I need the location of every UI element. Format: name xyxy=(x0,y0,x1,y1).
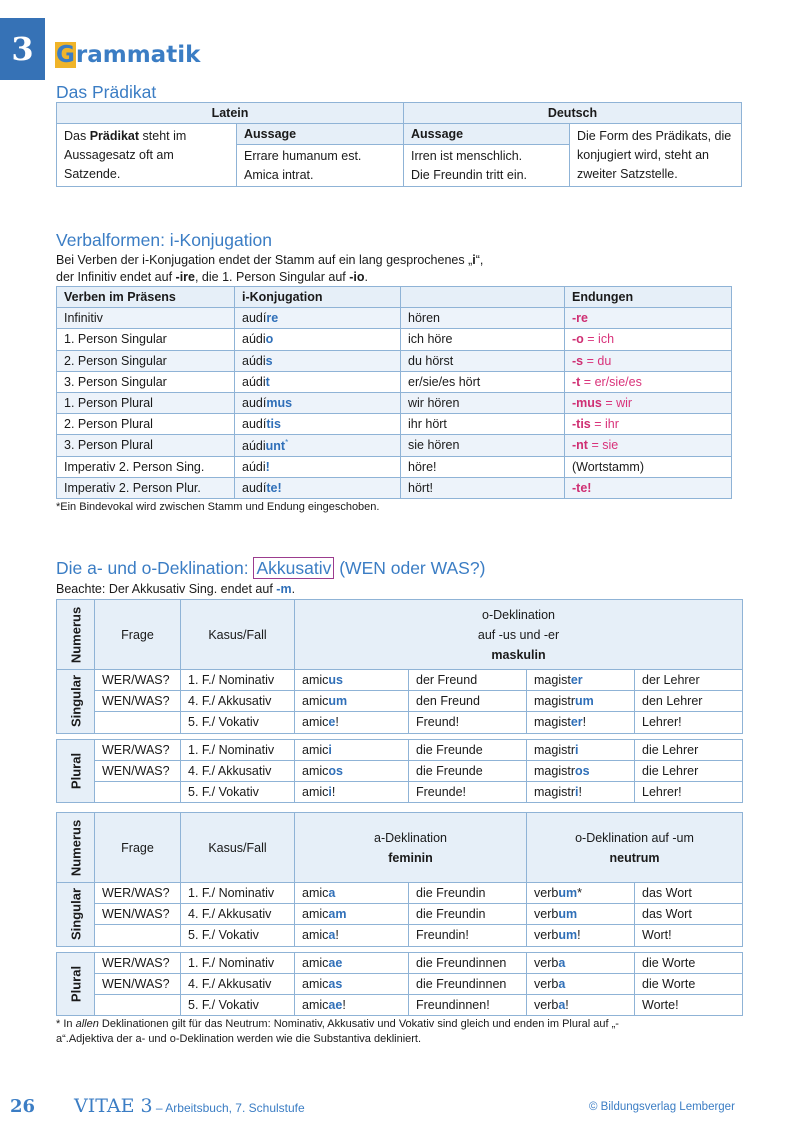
latin-form-b xyxy=(527,670,635,691)
noun-ending: um xyxy=(558,886,578,901)
noun-stem: amic xyxy=(302,886,329,901)
german-a: die Freundinnen xyxy=(409,973,527,994)
verb-col-header: i-Konjugation xyxy=(235,287,401,308)
declension-table-2 xyxy=(56,812,743,1016)
frage-header: Frage xyxy=(95,813,181,883)
aussage-deutsch-label: Aussage xyxy=(404,124,570,145)
latin-form-b xyxy=(527,760,635,781)
verb-stem: audí xyxy=(242,311,267,326)
german-a: Freundinnen! xyxy=(409,994,527,1015)
ending-bold: -tis xyxy=(572,417,591,432)
noun-ending: ae xyxy=(328,998,343,1013)
verb-ending: s xyxy=(265,353,273,368)
declension-row xyxy=(57,712,743,733)
noun-ending: i xyxy=(574,785,579,800)
latin-form-b xyxy=(527,883,635,904)
ending-meaning: = sie xyxy=(587,438,619,453)
kasus-cell: 1. F./ Nominativ xyxy=(181,670,295,691)
verb-table xyxy=(56,286,732,499)
singular-label: Singular xyxy=(68,888,83,941)
ending-meaning: = wir xyxy=(601,396,633,411)
ending-meaning: (Wortstamm) xyxy=(572,459,644,474)
latin-form-b xyxy=(527,739,635,760)
verb-row xyxy=(57,456,732,477)
latin-form-a xyxy=(295,925,409,946)
german-a: die Freundinnen xyxy=(409,952,527,973)
verb-stem: aúdi xyxy=(242,353,266,368)
noun-stem: magistr xyxy=(534,742,575,757)
verb-stem: aúdi xyxy=(242,374,266,389)
praedikat-description: Das Prädikat steht im Aussagesatz oft am Satzende. xyxy=(57,124,237,187)
plural-label-cell xyxy=(57,952,95,1016)
noun-stem: amic xyxy=(302,907,329,922)
noun-tail: * xyxy=(577,886,582,901)
declension-row xyxy=(57,952,743,973)
noun-ending: um xyxy=(558,928,578,943)
german-a: die Freunde xyxy=(409,760,527,781)
o-dekl-line2: auf -us und -er xyxy=(477,627,560,642)
latin-form-b xyxy=(527,691,635,712)
noun-ending: ae xyxy=(328,955,343,970)
ending-bold: -o xyxy=(572,332,584,347)
verb-latin-form xyxy=(235,456,401,477)
noun-tail: ! xyxy=(582,715,587,730)
kasus-header: Kasus/Fall xyxy=(181,813,295,883)
ending-bold: -re xyxy=(572,311,588,326)
dekl-footnote-2: a“.Adjektiva der a- und o-Deklination werden wie die Substantiva dekliniert. xyxy=(56,1033,422,1045)
verb-stem: audí xyxy=(242,480,267,495)
book-title: VITAE 3 – Arbeitsbuch, 7. Schulstufe xyxy=(74,1095,305,1117)
noun-ending: um xyxy=(558,907,578,922)
latin-form-a xyxy=(295,973,409,994)
title-rest: rammatik xyxy=(75,42,201,68)
a-dekl-line1: a-Deklination xyxy=(374,830,447,845)
ending-bold: -s xyxy=(572,353,584,368)
noun-tail: ! xyxy=(335,715,339,730)
verb-ending: o xyxy=(265,332,274,347)
german-b: die Worte xyxy=(635,952,743,973)
noun-tail: ! xyxy=(577,928,581,943)
noun-stem: verb xyxy=(534,998,559,1013)
plural-label: Plural xyxy=(68,965,83,1002)
noun-tail: ! xyxy=(565,998,569,1013)
dekl-footnote-1: * In allen Deklinationen gilt für das Neutrum: Nominativ, Akkusativ und Vokativ sind gleich und enden im Plural auf „- xyxy=(56,1018,619,1030)
col-deutsch: Deutsch xyxy=(404,103,742,124)
german-b: das Wort xyxy=(635,883,743,904)
verb-row xyxy=(57,308,732,329)
declension-header xyxy=(57,813,743,883)
verbal-intro-2: der Infinitiv endet auf -ire, die 1. Person Singular auf -io. xyxy=(56,270,369,284)
german-b: Lehrer! xyxy=(635,781,743,802)
o-dekl-line1: o-Deklination xyxy=(482,607,555,622)
verb-ending: ! xyxy=(265,459,270,474)
verb-form-label: 2. Person Singular xyxy=(57,350,235,371)
frage-cell xyxy=(95,712,181,733)
noun-stem: verb xyxy=(534,907,559,922)
verb-latin-form xyxy=(235,371,401,392)
latin-form-a xyxy=(295,670,409,691)
noun-ending: a xyxy=(558,976,566,991)
noun-stem: amic xyxy=(302,955,329,970)
verbal-intro-1: Bei Verben der i-Konjugation endet der Stamm auf ein lang gesprochenes „i“, xyxy=(56,253,484,267)
kasus-cell: 4. F./ Akkusativ xyxy=(181,973,295,994)
noun-stem: amic xyxy=(302,763,329,778)
copyright: © Bildungsverlag Lemberger xyxy=(589,1101,735,1113)
kasus-cell: 4. F./ Akkusativ xyxy=(181,904,295,925)
verb-ending: te! xyxy=(266,480,282,495)
col-latein: Latein xyxy=(57,103,404,124)
verb-row xyxy=(57,414,732,435)
kasus-cell: 4. F./ Akkusativ xyxy=(181,691,295,712)
latin-form-b xyxy=(527,904,635,925)
noun-ending: er xyxy=(570,673,583,688)
declension-header xyxy=(57,600,743,670)
kasus-cell: 1. F./ Nominativ xyxy=(181,883,295,904)
o-um-dekl-header xyxy=(527,813,743,883)
dekl-beachte: Beachte: Der Akkusativ Sing. endet auf -m. xyxy=(56,582,296,596)
noun-ending: i xyxy=(574,742,579,757)
declension-row xyxy=(57,904,743,925)
verb-german: du hörst xyxy=(401,350,565,371)
frage-cell xyxy=(95,925,181,946)
noun-tail: ! xyxy=(342,998,346,1013)
noun-ending: um xyxy=(574,694,594,709)
german-a: Freunde! xyxy=(409,781,527,802)
aussage-latein-label: Aussage xyxy=(237,124,404,145)
a-dekl-gender: feminin xyxy=(388,850,433,865)
german-b: Lehrer! xyxy=(635,712,743,733)
verb-form-label: 1. Person Plural xyxy=(57,392,235,413)
verb-form-label: 1. Person Singular xyxy=(57,329,235,350)
frage-cell: WEN/WAS? xyxy=(95,973,181,994)
noun-ending: um xyxy=(328,694,348,709)
noun-stem: amic xyxy=(302,715,329,730)
numerus-label-cell xyxy=(57,600,95,670)
latin-form-a xyxy=(295,712,409,733)
ending-bold: -nt xyxy=(572,438,588,453)
german-b: Wort! xyxy=(635,925,743,946)
noun-stem: verb xyxy=(534,928,559,943)
verb-form-label: Imperativ 2. Person Plur. xyxy=(57,477,235,498)
noun-ending: os xyxy=(574,763,590,778)
latin-form-b xyxy=(527,925,635,946)
verb-german: sie hören xyxy=(401,435,565,456)
declension-row xyxy=(57,670,743,691)
noun-stem: amic xyxy=(302,976,329,991)
latin-form-a xyxy=(295,994,409,1015)
ending-meaning: = du xyxy=(583,353,612,368)
verb-row xyxy=(57,392,732,413)
noun-ending: i xyxy=(328,742,332,757)
latin-form-b xyxy=(527,781,635,802)
declension-row xyxy=(57,739,743,760)
verb-ending: tis xyxy=(266,417,281,432)
latin-form-a xyxy=(295,781,409,802)
verb-ending-desc xyxy=(565,435,732,456)
noun-stem: magistr xyxy=(534,763,575,778)
chapter-number-badge: 3 xyxy=(0,18,45,80)
verb-footnote-mark: * xyxy=(285,437,289,447)
latin-form-a xyxy=(295,760,409,781)
numerus-label: Numerus xyxy=(68,606,83,663)
praedikat-heading: Das Prädikat xyxy=(56,82,157,102)
verb-latin-form xyxy=(235,414,401,435)
verb-stem: aúdi xyxy=(242,332,266,347)
a-dekl-header xyxy=(295,813,527,883)
verb-col-header: Verben im Präsens xyxy=(57,287,235,308)
noun-stem: magist xyxy=(534,673,571,688)
frage-cell: WEN/WAS? xyxy=(95,691,181,712)
akkusativ-highlight: Akkusativ xyxy=(253,557,334,579)
latin-form-b xyxy=(527,973,635,994)
verb-form-label: Imperativ 2. Person Sing. xyxy=(57,456,235,477)
verb-form-label: 2. Person Plural xyxy=(57,414,235,435)
numerus-label-cell xyxy=(57,813,95,883)
declension-row xyxy=(57,760,743,781)
verb-ending: unt xyxy=(265,438,286,453)
noun-ending: e xyxy=(328,715,336,730)
german-a: der Freund xyxy=(409,670,527,691)
verb-ending-desc xyxy=(565,477,732,498)
german-b: das Wort xyxy=(635,904,743,925)
verb-ending-desc xyxy=(565,371,732,392)
verb-german: hört! xyxy=(401,477,565,498)
verb-german: höre! xyxy=(401,456,565,477)
ending-meaning: = er/sie/es xyxy=(580,374,642,389)
verb-row xyxy=(57,371,732,392)
kasus-cell: 5. F./ Vokativ xyxy=(181,925,295,946)
declension-row xyxy=(57,925,743,946)
noun-stem: verb xyxy=(534,976,559,991)
noun-ending: i xyxy=(328,785,332,800)
page-number: 26 xyxy=(10,1096,36,1117)
verb-ending: mus xyxy=(266,396,293,411)
declension-row xyxy=(57,973,743,994)
title-highlight-letter: G xyxy=(56,42,75,68)
verb-row xyxy=(57,435,732,456)
latin-form-b xyxy=(527,952,635,973)
noun-stem: magist xyxy=(534,715,571,730)
noun-tail: ! xyxy=(578,785,582,800)
german-a: Freund! xyxy=(409,712,527,733)
verb-form-label: 3. Person Plural xyxy=(57,435,235,456)
latin-form-a xyxy=(295,739,409,760)
verb-ending: t xyxy=(265,374,270,389)
noun-stem: magistr xyxy=(534,785,575,800)
verb-ending: re xyxy=(266,311,279,326)
declension-table-1 xyxy=(56,599,743,803)
german-a: die Freundin xyxy=(409,883,527,904)
kasus-header: Kasus/Fall xyxy=(181,600,295,670)
noun-stem: amic xyxy=(302,998,329,1013)
singular-label: Singular xyxy=(68,675,83,728)
o-dekl-gender: maskulin xyxy=(491,647,546,662)
verb-latin-form xyxy=(235,329,401,350)
noun-stem: amic xyxy=(302,694,329,709)
latin-examples: Errare humanum est. Amica intrat. xyxy=(237,145,404,187)
verb-stem: aúdi xyxy=(242,438,266,453)
noun-ending: er xyxy=(570,715,583,730)
chapter-title xyxy=(55,41,200,69)
noun-ending: us xyxy=(328,673,343,688)
declension-row xyxy=(57,691,743,712)
kasus-cell: 4. F./ Akkusativ xyxy=(181,760,295,781)
declension-row xyxy=(57,883,743,904)
german-a: die Freunde xyxy=(409,739,527,760)
praedikat-table xyxy=(56,102,742,187)
verb-form-label: 3. Person Singular xyxy=(57,371,235,392)
verb-row xyxy=(57,477,732,498)
verb-ending-desc xyxy=(565,308,732,329)
frage-cell: WER/WAS? xyxy=(95,670,181,691)
ending-meaning: = ihr xyxy=(590,417,619,432)
verb-german: er/sie/es hört xyxy=(401,371,565,392)
noun-ending: as xyxy=(328,976,343,991)
frage-cell: WER/WAS? xyxy=(95,883,181,904)
kasus-cell: 5. F./ Vokativ xyxy=(181,712,295,733)
verb-row xyxy=(57,329,732,350)
frage-header: Frage xyxy=(95,600,181,670)
kasus-cell: 1. F./ Nominativ xyxy=(181,739,295,760)
german-a: die Freundin xyxy=(409,904,527,925)
noun-stem: amic xyxy=(302,928,329,943)
verb-german: hören xyxy=(401,308,565,329)
praedikat-right-description: Die Form des Prädikats, die konjugiert wird, steht an zweiter Satzstelle. xyxy=(570,124,742,187)
verb-ending-desc xyxy=(565,350,732,371)
frage-cell: WEN/WAS? xyxy=(95,760,181,781)
latin-form-a xyxy=(295,904,409,925)
dekl-heading: Die a- und o-Deklination: Akkusativ (WEN oder WAS?) xyxy=(56,558,486,578)
ending-bold: -te! xyxy=(572,480,592,495)
german-a: Freundin! xyxy=(409,925,527,946)
verb-col-header xyxy=(401,287,565,308)
noun-tail: ! xyxy=(335,928,339,943)
verb-stem: audí xyxy=(242,396,267,411)
verb-ending-desc xyxy=(565,329,732,350)
noun-stem: verb xyxy=(534,955,559,970)
noun-stem: amic xyxy=(302,742,329,757)
o-um-dekl-gender: neutrum xyxy=(609,850,660,865)
frage-cell xyxy=(95,994,181,1015)
frage-cell: WEN/WAS? xyxy=(95,904,181,925)
declension-row xyxy=(57,781,743,802)
verb-row xyxy=(57,350,732,371)
declension-row xyxy=(57,994,743,1015)
plural-label: Plural xyxy=(68,752,83,789)
verb-latin-form xyxy=(235,392,401,413)
noun-ending: am xyxy=(328,907,347,922)
noun-ending: os xyxy=(328,763,343,778)
german-a: den Freund xyxy=(409,691,527,712)
german-b: die Worte xyxy=(635,973,743,994)
singular-label-cell xyxy=(57,670,95,734)
o-dekl-header xyxy=(295,600,743,670)
frage-cell: WER/WAS? xyxy=(95,952,181,973)
verb-col-header: Endungen xyxy=(565,287,732,308)
verbal-footnote: *Ein Bindevokal wird zwischen Stamm und Endung eingeschoben. xyxy=(56,501,380,513)
noun-tail: ! xyxy=(331,785,336,800)
verb-ending-desc xyxy=(565,456,732,477)
german-b: den Lehrer xyxy=(635,691,743,712)
verb-latin-form xyxy=(235,350,401,371)
verb-latin-form xyxy=(235,308,401,329)
kasus-cell: 5. F./ Vokativ xyxy=(181,781,295,802)
kasus-cell: 1. F./ Nominativ xyxy=(181,952,295,973)
latin-form-a xyxy=(295,691,409,712)
verb-german: ich höre xyxy=(401,329,565,350)
verb-german: ihr hört xyxy=(401,414,565,435)
latin-form-a xyxy=(295,883,409,904)
noun-ending: a xyxy=(558,998,566,1013)
german-b: die Lehrer xyxy=(635,760,743,781)
noun-ending: a xyxy=(328,928,336,943)
ending-bold: -t xyxy=(572,374,581,389)
singular-label-cell xyxy=(57,883,95,947)
frage-cell xyxy=(95,781,181,802)
verb-latin-form xyxy=(235,435,401,456)
o-um-dekl-line1: o-Deklination auf -um xyxy=(575,830,694,845)
verb-ending-desc xyxy=(565,392,732,413)
noun-stem: verb xyxy=(534,886,559,901)
verb-form-label: Infinitiv xyxy=(57,308,235,329)
latin-form-b xyxy=(527,712,635,733)
verb-german: wir hören xyxy=(401,392,565,413)
verb-latin-form xyxy=(235,477,401,498)
ending-bold: -mus xyxy=(572,396,602,411)
german-b: der Lehrer xyxy=(635,670,743,691)
noun-stem: magistr xyxy=(534,694,575,709)
noun-ending: a xyxy=(558,955,566,970)
verb-stem: audí xyxy=(242,417,267,432)
verb-stem: aúdi xyxy=(242,459,266,474)
plural-label-cell xyxy=(57,739,95,803)
verbal-heading: Verbalformen: i-Konjugation xyxy=(56,230,272,250)
noun-stem: amic xyxy=(302,785,329,800)
german-examples: Irren ist menschlich. Die Freundin tritt ein. xyxy=(404,145,570,187)
noun-stem: amic xyxy=(302,673,329,688)
numerus-label: Numerus xyxy=(68,819,83,876)
frage-cell: WER/WAS? xyxy=(95,739,181,760)
latin-form-a xyxy=(295,952,409,973)
verb-ending-desc xyxy=(565,414,732,435)
latin-form-b xyxy=(527,994,635,1015)
noun-ending: a xyxy=(328,886,336,901)
german-b: die Lehrer xyxy=(635,739,743,760)
ending-meaning: = ich xyxy=(583,332,615,347)
kasus-cell: 5. F./ Vokativ xyxy=(181,994,295,1015)
german-b: Worte! xyxy=(635,994,743,1015)
